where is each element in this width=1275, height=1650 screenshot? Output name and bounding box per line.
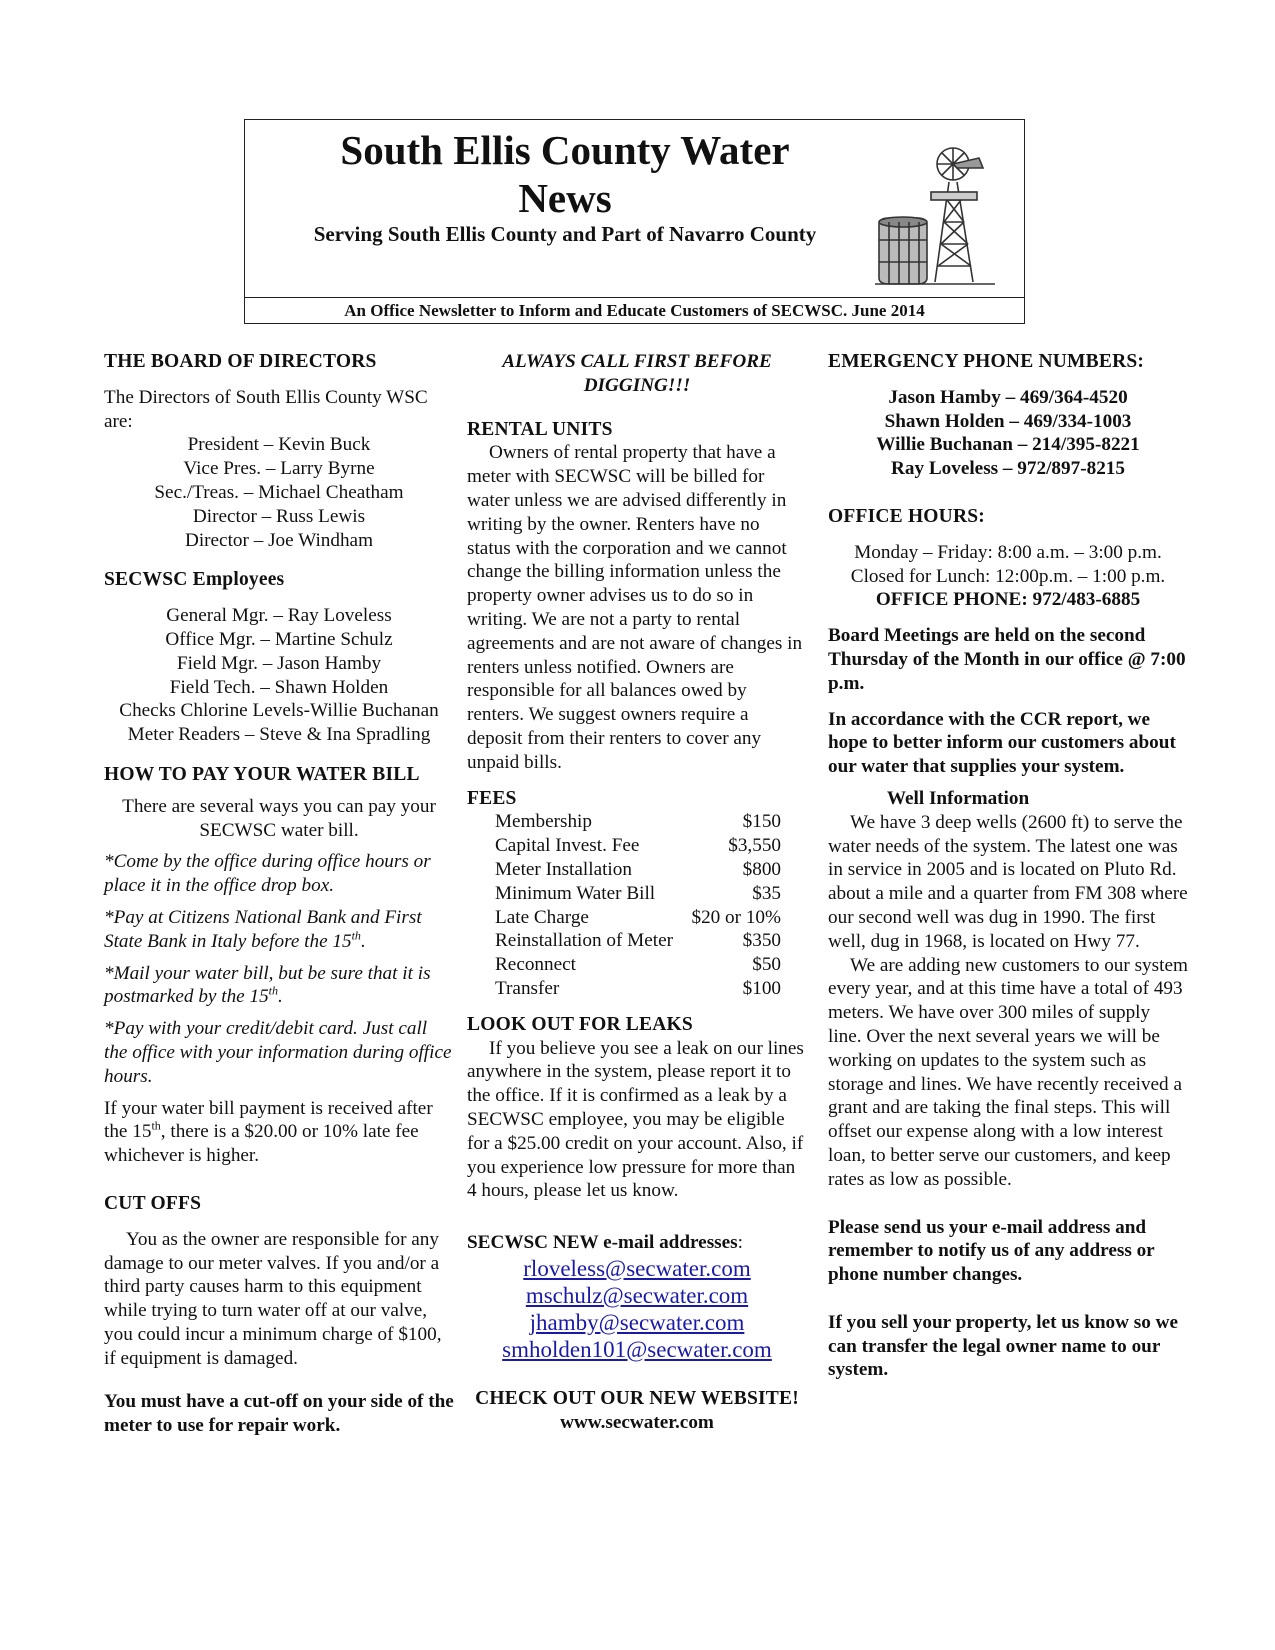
pay-option-office: *Come by the office during office hours or place it in the office drop box.: [104, 851, 431, 897]
leaks-heading: LOOK OUT FOR LEAKS: [467, 1013, 693, 1035]
email-heading: SECWSC NEW e-mail addresses:: [467, 1232, 743, 1254]
email-link[interactable]: smholden101@secwater.com: [502, 1336, 772, 1362]
fee-row: Transfer $100: [495, 977, 781, 999]
sell-property-notice: If you sell your property, let us know so we can transfer the legal owner name to our system.: [828, 1311, 1179, 1381]
emergency-heading: EMERGENCY PHONE NUMBERS:: [828, 351, 1145, 372]
right-column: [828, 350, 1188, 1382]
newsletter-tagline: An Office Newsletter to Inform and Educate Customers of SECWSC. June 2014: [344, 301, 925, 320]
rental-heading: RENTAL UNITS: [467, 418, 613, 440]
leaks-body: If you believe you see a leak on our lines anywhere in the system, please report it to the office. If it is confirmed as a leak by a SECWSC employee, you may be eligible for a $25.00 credit on your account. Also, if you experience low pressure for more than 4 hours, please let us know.: [467, 1037, 804, 1202]
fee-row: Late Charge $20 or 10%: [495, 906, 781, 928]
late-fee-notice: If your water bill payment is received after the 15th, there is a $20.00 or 10% late fee whichever is higher.: [104, 1097, 433, 1167]
pay-intro: There are several ways you can pay your SECWSC water bill.: [122, 795, 436, 841]
fee-row: Meter Installation $800: [495, 858, 781, 880]
fees-table: [467, 810, 807, 1000]
board-heading: THE BOARD OF DIRECTORS: [104, 351, 377, 372]
emergency-contact: Shawn Holden – 469/334-1003: [884, 410, 1132, 432]
email-link[interactable]: jhamby@secwater.com: [529, 1309, 745, 1335]
cutoffs-body: You as the owner are responsible for any damage to our meter valves. If you and/or a third party causes harm to this equipment while trying to turn water off at our valve, you could incur a minimum charge of $100, if equipment is damaged.: [104, 1228, 442, 1369]
fee-row: Reconnect $50: [495, 954, 781, 976]
well-info-heading: Well Information: [886, 787, 1030, 809]
fee-row: Capital Invest. Fee $3,550: [495, 835, 781, 857]
fee-row: Membership $150: [495, 811, 781, 833]
office-phone: OFFICE PHONE: 972/483-6885: [875, 589, 1141, 611]
board-member: Vice Pres. – Larry Byrne: [183, 458, 375, 480]
title-line-2: News: [518, 175, 612, 221]
well-info-p2: We are adding new customers to our system every year, and at this time have a total of 493 meters. We have over 300 miles of supply line. Over the next several years we will be working on updates to the system such as storage and lines. We have recently received a grant and are taking the final steps. This will offset our expense along with a low interest loan, to better serve our customers, and keep rates as low as possible.: [828, 954, 1188, 1190]
cutoffs-notice: You must have a cut-off on your side of the meter to use for repair work.: [104, 1391, 454, 1437]
cutoffs-heading: CUT OFFS: [104, 1192, 202, 1214]
emergency-contact: Jason Hamby – 469/364-4520: [888, 386, 1128, 408]
board-member: Sec./Treas. – Michael Cheatham: [154, 481, 404, 503]
masthead: [244, 119, 1025, 324]
title-line-1: South Ellis County Water: [340, 127, 790, 173]
pay-option-mail: *Mail your water bill, but be sure that it is postmarked by the 15th.: [104, 962, 431, 1008]
email-link[interactable]: mschulz@secwater.com: [525, 1282, 749, 1308]
email-request-notice: Please send us your e-mail address and remember to notify us of any address or phone number changes.: [828, 1216, 1155, 1286]
newsletter-subtitle: Serving South Ellis County and Part of Navarro County: [313, 222, 817, 246]
employee: Field Tech. – Shawn Holden: [169, 676, 389, 698]
well-info-p1: We have 3 deep wells (2600 ft) to serve the water needs of the system. The latest one was in service in 2005 and is located on Pluto Rd. about a mile and a quarter from FM 308 where our second well was dug in 1990. The first well, dug in 1968, is located on Hwy 77.: [828, 811, 1188, 952]
board-member: President – Kevin Buck: [187, 434, 371, 456]
dig-warning: ALWAYS CALL FIRST BEFORE DIGGING!!!: [502, 351, 772, 396]
employees-heading: SECWSC Employees: [104, 569, 285, 591]
employee: Field Mgr. – Jason Hamby: [176, 652, 382, 674]
ccr-notice: In accordance with the CCR report, we hope to better inform our customers about our water that supplies your system.: [828, 708, 1176, 778]
fee-row: Minimum Water Bill $35: [495, 882, 781, 904]
emergency-contact: Willie Buchanan – 214/395-8221: [876, 434, 1140, 456]
rental-body: Owners of rental property that have a meter with SECWSC will be billed for water unless we are advised differently in writing by the owner. Renters have no status with the corporation and we cannot change the billing information unless the property owner advises us to do so in writing. We are not a party to rental agreements and are not aware of changes in renters unless notified. Owners are responsible for all balances owed by renters. We suggest owners require a deposit from their renters to cover any unpaid bills.: [467, 442, 803, 773]
pay-option-bank: *Pay at Citizens National Bank and First State Bank in Italy before the 15th.: [104, 906, 422, 952]
board-member: Director – Joe Windham: [184, 529, 374, 551]
fee-row: Reinstallation of Meter $350: [495, 930, 781, 952]
employee: Office Mgr. – Martine Schulz: [165, 628, 393, 650]
pay-option-card: *Pay with your credit/debit card. Just call the office with your information during office hours.: [104, 1018, 452, 1087]
left-column: [104, 350, 454, 1438]
office-hours-weekdays: Monday – Friday: 8:00 a.m. – 3:00 p.m.: [854, 541, 1162, 563]
masthead-divider: [245, 297, 1024, 298]
windmill-and-water-tank-icon: [875, 138, 995, 288]
board-intro: The Directors of South Ellis County WSC are:: [104, 386, 428, 432]
office-hours-heading: OFFICE HOURS:: [828, 505, 985, 527]
website-heading: CHECK OUT OUR NEW WEBSITE!: [475, 1387, 799, 1409]
middle-column: [467, 350, 807, 1434]
newsletter-title: [245, 126, 885, 222]
email-link[interactable]: rloveless@secwater.com: [523, 1255, 751, 1281]
emergency-contact: Ray Loveless – 972/897-8215: [891, 458, 1125, 480]
board-meetings-notice: Board Meetings are held on the second Thursday of the Month in our office @ 7:00 p.m.: [828, 625, 1186, 694]
office-hours-lunch: Closed for Lunch: 12:00p.m. – 1:00 p.m.: [850, 565, 1166, 587]
employee: Meter Readers – Steve & Ina Spradling: [127, 724, 431, 746]
pay-bill-heading: HOW TO PAY YOUR WATER BILL: [104, 763, 420, 785]
employee: Checks Chlorine Levels-Willie Buchanan: [119, 700, 439, 722]
employee: General Mgr. – Ray Loveless: [166, 605, 392, 627]
website-url: www.secwater.com: [560, 1411, 714, 1433]
board-member: Director – Russ Lewis: [192, 505, 366, 527]
fees-heading: FEES: [467, 787, 517, 809]
